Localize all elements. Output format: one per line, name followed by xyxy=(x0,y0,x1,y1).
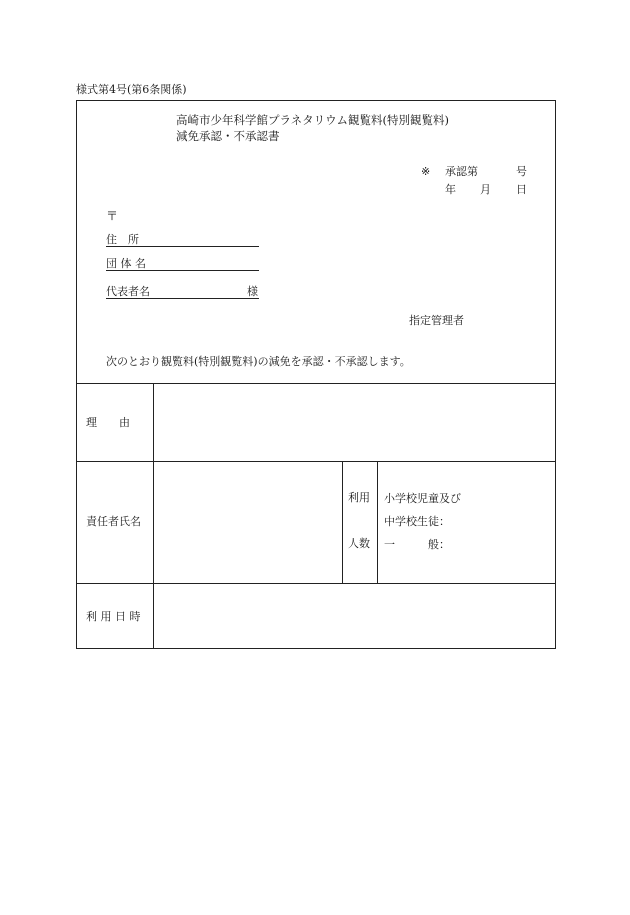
approval-number-prefix: 承認第 xyxy=(445,165,478,178)
date-month-label: 月 xyxy=(480,183,491,196)
users-label-line1: 利用 xyxy=(348,491,370,504)
table-users-left-rule xyxy=(342,461,343,583)
approval-number-suffix: 号 xyxy=(516,165,527,178)
form-title-line2: 減免承認・不承認書 xyxy=(176,129,280,143)
representative-underline[interactable] xyxy=(106,298,259,299)
group-name-label: 団 体 名 xyxy=(106,257,146,270)
reason-label: 理 由 xyxy=(86,416,130,429)
responsible-person-field[interactable] xyxy=(155,463,341,582)
usage-datetime-label: 利 用 日 時 xyxy=(86,610,141,623)
count-students-line2: 中学校生徒： xyxy=(384,515,450,528)
table-top-rule xyxy=(76,383,556,384)
usage-datetime-field[interactable] xyxy=(155,585,555,648)
date-day-label: 日 xyxy=(516,183,527,196)
form-number-label: 様式第4号(第6条関係) xyxy=(76,83,187,96)
table-rule-2 xyxy=(76,461,556,462)
group-name-underline[interactable] xyxy=(106,270,259,271)
responsible-person-label: 責任者氏名 xyxy=(86,515,141,528)
postal-mark: 〒 xyxy=(106,209,119,223)
date-year-label: 年 xyxy=(445,183,456,196)
issuer-label: 指定管理者 xyxy=(409,314,464,327)
note-mark: ※ xyxy=(421,165,431,178)
reason-field[interactable] xyxy=(155,385,555,460)
table-label-column-rule xyxy=(153,383,154,649)
form-title-line1: 高崎市少年科学館プラネタリウム観覧料(特別観覧料) xyxy=(176,113,450,127)
table-rule-3 xyxy=(76,583,556,584)
address-label: 住 所 xyxy=(106,233,139,246)
count-general-label: 一 般： xyxy=(384,538,450,551)
count-students-line1: 小学校児童及び xyxy=(384,492,461,505)
representative-label: 代表者名 xyxy=(106,285,150,298)
address-underline[interactable] xyxy=(106,246,259,247)
representative-honorific: 様 xyxy=(247,285,258,298)
user-count-fields[interactable] xyxy=(460,510,554,558)
table-users-right-rule xyxy=(377,461,378,583)
statement-text: 次のとおり観覧料(特別観覧料)の減免を承認・不承認します。 xyxy=(106,355,411,368)
users-label-line2: 人数 xyxy=(348,537,370,550)
